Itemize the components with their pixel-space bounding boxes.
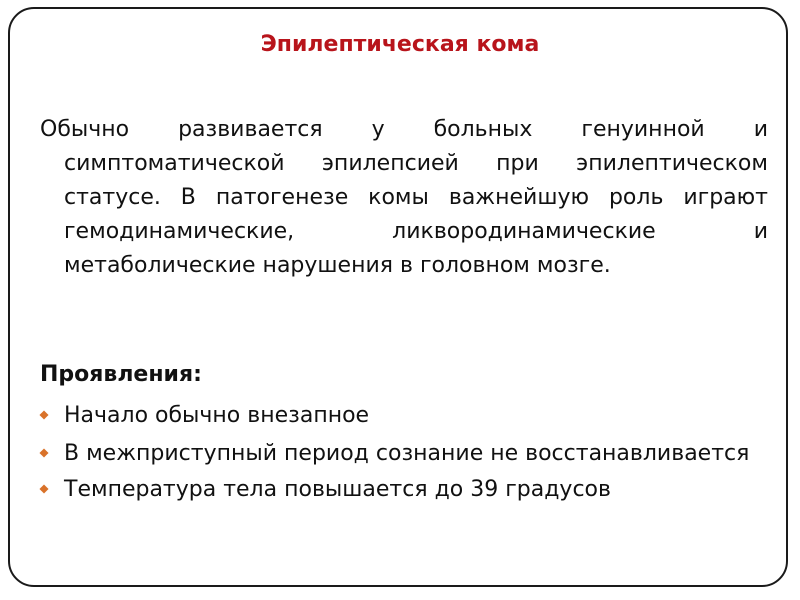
intro-paragraph: Обычно развивается у больных генуинной и симптоматической эпилепсией при эпилептическом статусе. В патогенезе комы важнейшую роль играют гемодинамические, ликвородинамические и метаболические нарушения в головном мозге.: [40, 117, 768, 278]
slide-title: Эпилептическая кома: [260, 32, 540, 57]
list-item: [40, 473, 768, 507]
list-item: [40, 437, 768, 471]
list-item-text: Температура тела повышается до 39 градусов: [64, 477, 611, 502]
list-item: [40, 399, 768, 433]
bullet-icon: [39, 410, 48, 419]
list-item-text: В межприступный период сознание не восстанавливается: [64, 441, 750, 466]
bullet-icon: [39, 448, 48, 457]
list-item-text: Начало обычно внезапное: [64, 403, 370, 428]
bullet-icon: [39, 484, 48, 493]
manifestations-list: [40, 399, 768, 507]
manifestations-heading: Проявления:: [40, 362, 202, 387]
